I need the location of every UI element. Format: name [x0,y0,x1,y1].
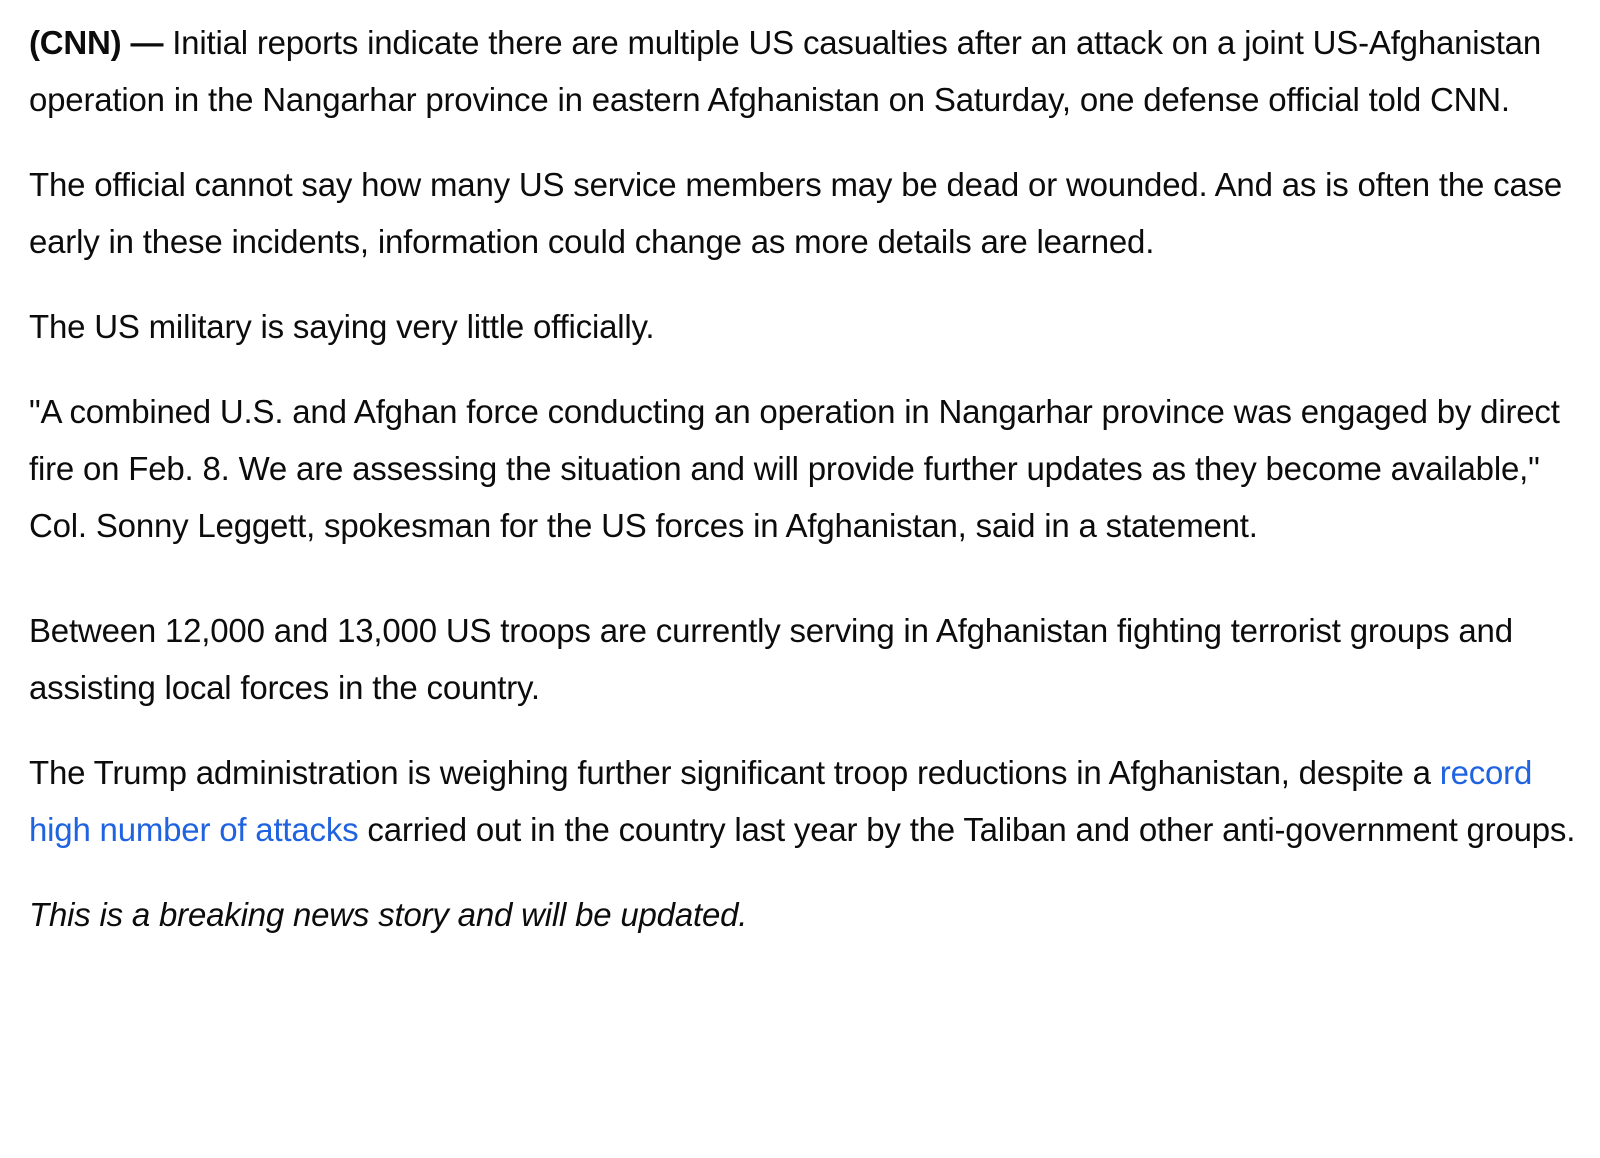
record-attacks-link[interactable]: record high number of attacks [29,754,1533,848]
paragraph-3: The US military is saying very little officially. [29,308,655,345]
paragraph-6 [29,744,1579,858]
article-body [29,14,1579,971]
dateline: (CNN) — [29,24,164,61]
paragraph-5: Between 12,000 and 13,000 US troops are currently serving in Afghanistan fighting terrorist groups and assisting local forces in the country. [29,612,1513,706]
paragraph-quote: "A combined U.S. and Afghan force conducting an operation in Nangarhar province was engaged by direct fire on Feb. 8. We are assessing the situation and will provide further updates as they become available," Col. Sonny Leggett, spokesman for the US forces in Afghanistan, said in a statement. [29,393,1560,544]
paragraph-6-text-before: The Trump administration is weighing further significant troop reductions in Afghanistan, despite a [29,754,1440,791]
paragraph-2: The official cannot say how many US service members may be dead or wounded. And as is often the case early in these incidents, information could change as more details are learned. [29,166,1563,260]
breaking-news-note: This is a breaking news story and will be updated. [29,896,748,933]
paragraph-lead [29,14,1579,128]
paragraph-lead-text: Initial reports indicate there are multiple US casualties after an attack on a joint US-Afghanistan operation in the Nangarhar province in eastern Afghanistan on Saturday, one defense official told CNN. [29,24,1541,118]
paragraph-6-text-after: carried out in the country last year by the Taliban and other anti-government groups. [358,811,1576,848]
